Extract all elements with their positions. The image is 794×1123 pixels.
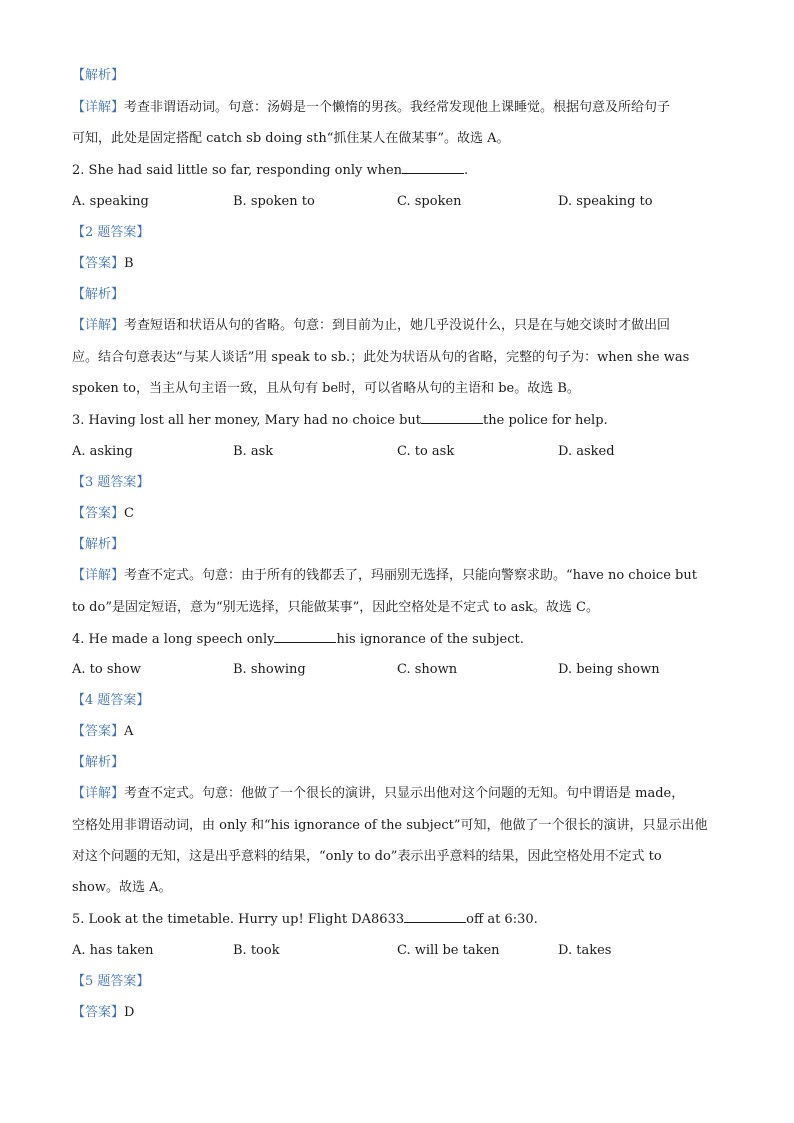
section-tag: 【3 题答案】 (72, 475, 150, 490)
explanation-line: 空格处用非谓语动词，由 only 和“his ignorance of the subject”可知，他做了一个很长的演讲，只显示出他 (72, 818, 708, 833)
answer-option: D. takes (558, 943, 612, 958)
explanation-line: 对这个问题的无知，这是出乎意料的结果，“only to do”表示出乎意料的结果，因此空格处用不定式 to (72, 849, 662, 864)
label-tag: 【答案】 (72, 1005, 125, 1020)
question-line: 2. She had said little so far, responding only when . (72, 163, 469, 178)
answer-option: A. asking (72, 444, 133, 459)
question-line: 4. He made a long speech only his ignorance of the subject. (72, 632, 524, 647)
explanation-line: 【详解】考查短语和状语从句的省略。句意：到目前为止，她几乎没说什么，只是在与她交谈时才做出回 (72, 318, 671, 333)
answer-line: 【答案】D (72, 1005, 135, 1020)
label-tag: 【详解】 (72, 318, 125, 333)
answer-option: C. will be taken (397, 943, 500, 958)
answer-option: D. being shown (558, 662, 660, 677)
section-tag: 【4 题答案】 (72, 693, 150, 708)
answer-option: A. speaking (72, 194, 149, 209)
section-tag: 【5 题答案】 (72, 974, 150, 989)
answer-line: 【答案】A (72, 724, 134, 739)
section-tag: 【2 题答案】 (72, 225, 150, 240)
label-tag: 【答案】 (72, 724, 125, 739)
answer-line: 【答案】B (72, 256, 134, 271)
explanation-line: show。故选 A。 (72, 880, 172, 895)
explanation-line: to do”是固定短语，意为“别无选择，只能做某事”，因此空格处是不定式 to ask。故选 C。 (72, 600, 599, 615)
answer-blank (402, 162, 464, 174)
explanation-line: 【详解】考查不定式。句意：他做了一个很长的演讲，只显示出他对这个问题的无知。句中谓语是 made， (72, 786, 685, 801)
answer-option: C. to ask (397, 444, 455, 459)
answer-option: C. shown (397, 662, 458, 677)
answer-blank (404, 911, 466, 923)
section-tag: 【解析】 (72, 755, 125, 770)
question-line: 3. Having lost all her money, Mary had no choice but the police for help. (72, 413, 608, 428)
answer-blank (274, 631, 336, 643)
answer-option: B. took (233, 943, 280, 958)
explanation-line: 应。结合句意表达“与某人谈话”用 speak to sb.；此处为状语从句的省略，完整的句子为：when she was (72, 350, 690, 365)
question-line: 5. Look at the timetable. Hurry up! Flight DA8633 off at 6:30. (72, 912, 538, 927)
section-tag: 【解析】 (72, 287, 125, 302)
answer-blank (421, 412, 483, 424)
explanation-line: 可知，此处是固定搭配 catch sb doing sth“抓住某人在做某事”。故选 A。 (72, 131, 510, 146)
answer-option: D. speaking to (558, 194, 653, 209)
section-tag: 【解析】 (72, 537, 125, 552)
label-tag: 【答案】 (72, 256, 125, 271)
answer-option: B. showing (233, 662, 306, 677)
answer-option: B. ask (233, 444, 274, 459)
explanation-line: 【详解】考查非谓语动词。句意：汤姆是一个懒惰的男孩。我经常发现他上课睡觉。根据句意及所给句子 (72, 100, 671, 115)
explanation-line: 【详解】考查不定式。句意：由于所有的钱都丢了，玛丽别无选择，只能向警察求助。“have no choice but (72, 568, 697, 583)
answer-option: B. spoken to (233, 194, 315, 209)
answer-option: A. has taken (72, 943, 154, 958)
section-tag: 【解析】 (72, 68, 125, 83)
label-tag: 【答案】 (72, 506, 125, 521)
label-tag: 【详解】 (72, 568, 125, 583)
answer-option: D. asked (558, 444, 615, 459)
answer-line: 【答案】C (72, 506, 134, 521)
label-tag: 【详解】 (72, 786, 125, 801)
answer-option: A. to show (72, 662, 141, 677)
label-tag: 【详解】 (72, 100, 125, 115)
answer-option: C. spoken (397, 194, 462, 209)
explanation-line: spoken to，当主从句主语一致，且从句有 be时，可以省略从句的主语和 be。故选 B。 (72, 381, 580, 396)
